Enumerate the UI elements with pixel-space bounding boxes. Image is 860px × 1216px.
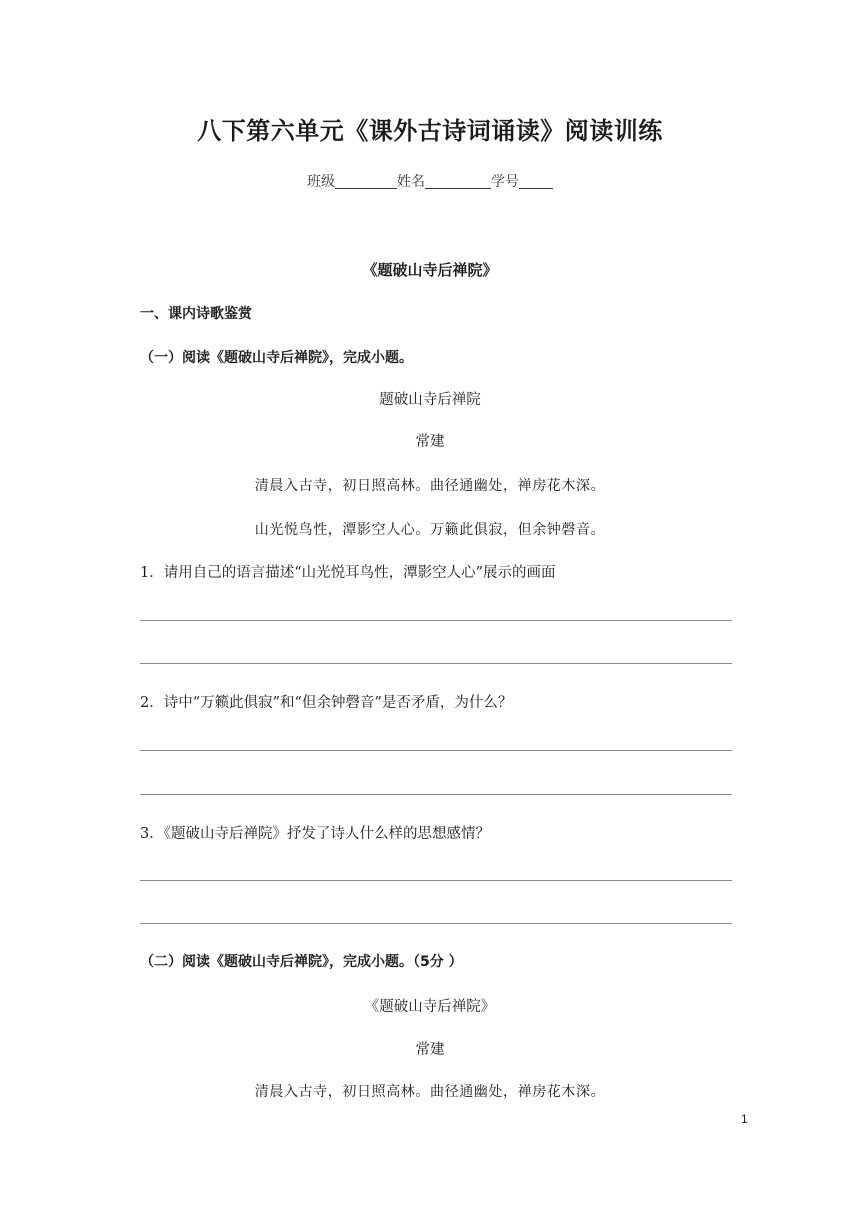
id-blank[interactable] xyxy=(519,174,553,189)
page-title: 八下第六单元《课外古诗词诵读》阅读训练 xyxy=(197,117,663,145)
name-blank[interactable] xyxy=(425,174,491,189)
sub1-poem-author: 常建 xyxy=(415,434,445,450)
answer-line-3a[interactable] xyxy=(140,880,732,881)
question-2: 2．诗中“万籁此俱寂”和“但余钟磬音”是否矛盾，为什么？ xyxy=(140,695,513,711)
answer-line-3b[interactable] xyxy=(140,923,732,924)
name-label: 姓名 xyxy=(397,174,425,190)
question-3: 3．《题破山寺后禅院》抒发了诗人什么样的思想感情？ xyxy=(140,826,490,842)
answer-line-2b[interactable] xyxy=(140,794,732,795)
sub1-heading: （一）阅读《题破山寺后禅院》，完成小题。 xyxy=(140,350,413,366)
question-1: 1．请用自己的语言描述“山光悦耳鸟性，潭影空人心”展示的画面 xyxy=(140,565,556,581)
sub1-poem-title: 题破山寺后禅院 xyxy=(379,392,481,408)
sub1-poem-line-1: 清晨入古寺，初日照高林。曲径通幽处，禅房花木深。 xyxy=(254,478,606,494)
section-title: 《题破山寺后禅院》 xyxy=(362,261,498,279)
part1-heading: 一、课内诗歌鉴赏 xyxy=(140,306,252,322)
sub2-poem-line-1: 清晨入古寺，初日照高林。曲径通幽处，禅房花木深。 xyxy=(254,1084,606,1100)
sub2-heading: （二）阅读《题破山寺后禅院》，完成小题。（5分 ） xyxy=(140,954,463,970)
sub2-poem-author: 常建 xyxy=(415,1042,445,1058)
id-label: 学号 xyxy=(491,174,519,190)
class-blank[interactable] xyxy=(335,174,397,189)
sub1-poem-line-2: 山光悦鸟性，潭影空人心。万籁此俱寂，但余钟磬音。 xyxy=(254,522,606,538)
class-label: 班级 xyxy=(307,174,335,190)
answer-line-1b[interactable] xyxy=(140,663,732,664)
student-info-line xyxy=(0,171,860,191)
sub2-poem-title: 《题破山寺后禅院》 xyxy=(364,999,496,1015)
page-number: 1 xyxy=(741,1112,748,1126)
answer-line-1a[interactable] xyxy=(140,620,732,621)
answer-line-2a[interactable] xyxy=(140,750,732,751)
